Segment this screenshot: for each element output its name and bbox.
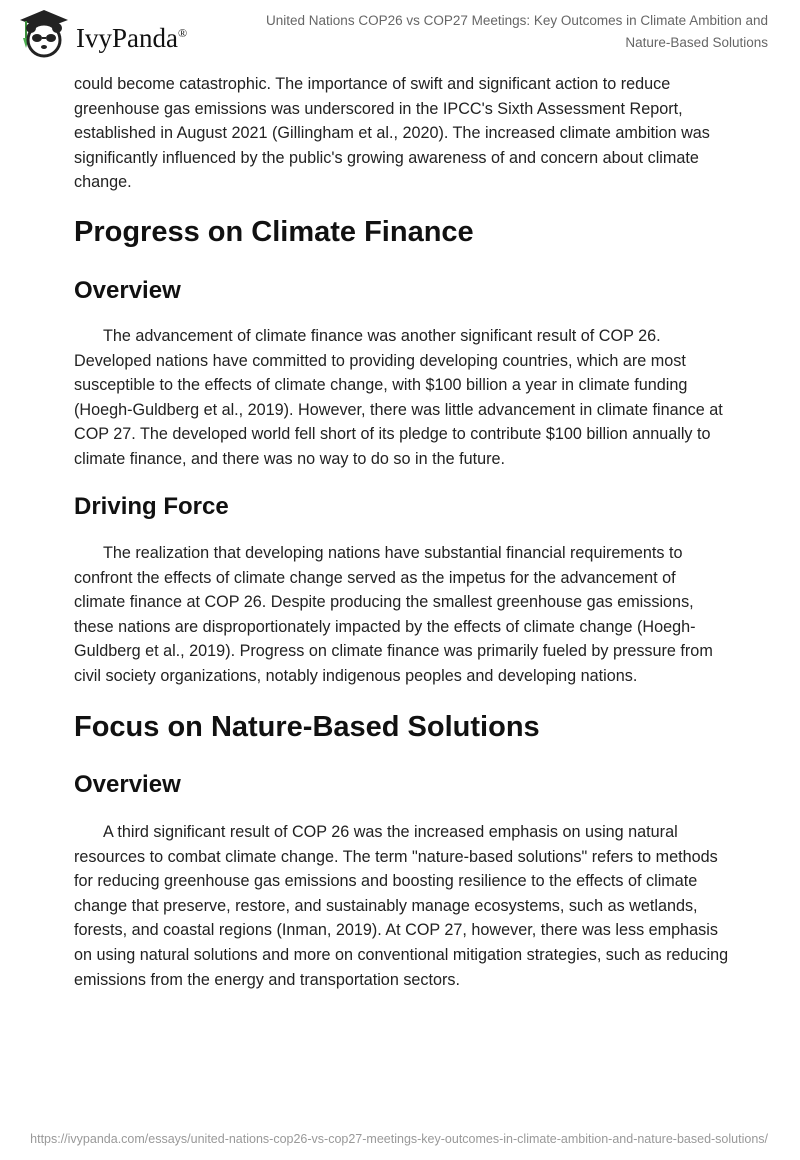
subheading-overview: Overview <box>74 277 181 304</box>
panda-graduate-icon <box>18 8 70 58</box>
footer-url-link[interactable]: https://ivypanda.com/essays/united-nations-cop26-vs-cop27-meetings-key-outcomes-in-climate-ambition-and-nature-based-solutions/ <box>30 1132 768 1146</box>
subheading-overview-2: Overview <box>74 771 181 798</box>
section-heading-climate-finance: Progress on Climate Finance <box>74 216 474 248</box>
paragraph-driving-force: The realization that developing nations have substantial financial requirements to confront the effects of climate change served as the impetus for the advancement of climate finance at COP 26. Despite producing the smallest greenhouse gas emissions, these nations are disproportionately impacted by the effects of climate change (Hoegh-Guldberg et al., 2019). Progress on climate finance was primarily fueled by pressure from civil society organizations, notably indigenous peoples and developing nations. <box>74 544 713 685</box>
ivypanda-logo[interactable] <box>18 8 187 58</box>
paragraph-finance-overview: The advancement of climate finance was another significant result of COP 26. Developed nations have committed to providing developing countries, which are most susceptible to the effects of climate change, with $100 billion a year in climate funding (Hoegh-Guldberg et al., 2019). However, there was little advancement in climate finance at COP 27. The developed world fell short of its pledge to contribute $100 billion annually to climate finance, and there was no way to do so in the future. <box>74 327 723 468</box>
intro-paragraph: could become catastrophic. The importance of swift and significant action to reduce greenhouse gas emissions was underscored in the IPCC's Sixth Assessment Report, established in August 2021 (Gillingham et al., 2020). The increased climate ambition was significantly influenced by the public's growing awareness of and concern about climate change. <box>74 75 710 192</box>
subheading-driving-force: Driving Force <box>74 493 229 520</box>
document-title: United Nations COP26 vs COP27 Meetings: Key Outcomes in Climate Ambition and Nature-Based Solutions <box>266 13 768 50</box>
intro-block <box>74 72 729 195</box>
paragraph-nature-overview: A third significant result of COP 26 was the increased emphasis on using natural resources to combat climate change. The term "nature-based solutions" refers to methods for reducing greenhouse gas emissions and boosting resilience to the effects of climate change that preserve, restore, and sustainably manage ecosystems, such as wetlands, forests, and coastal regions (Inman, 2019). At COP 27, however, there was less emphasis on using natural solutions and more on conventional mitigation strategies, such as reducing emissions from the energy and transportation sectors. <box>74 823 729 989</box>
brand-name: IvyPanda® <box>76 22 188 53</box>
section-heading-nature-based: Focus on Nature-Based Solutions <box>74 711 540 743</box>
